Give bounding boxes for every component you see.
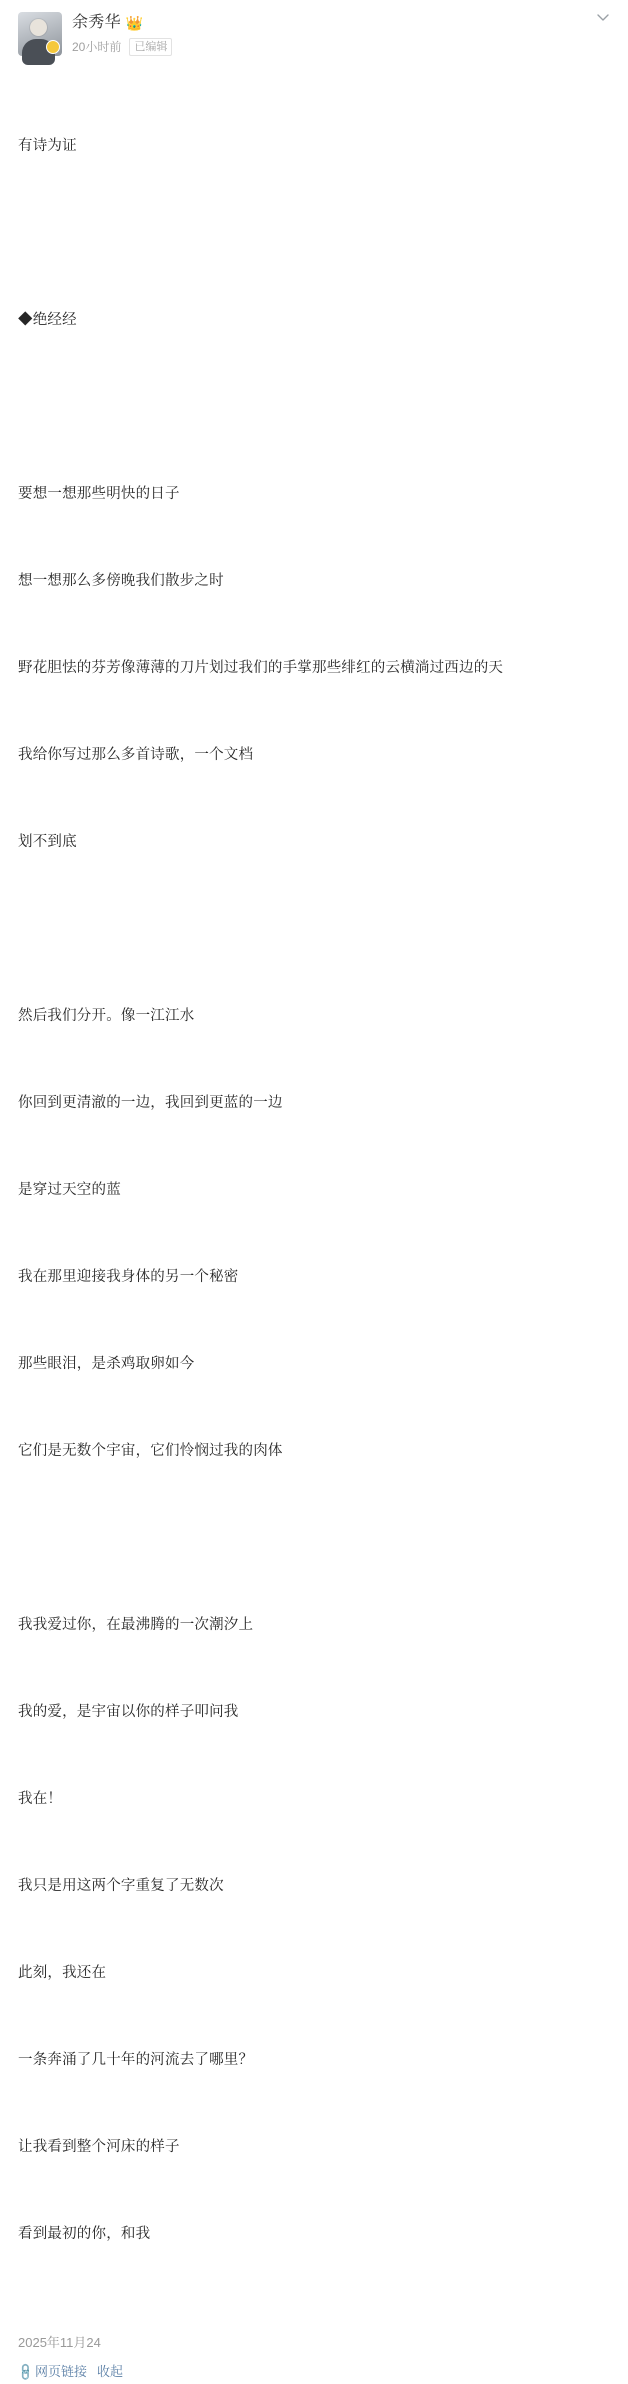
- content-line: 看到最初的你，和我: [18, 2226, 151, 2242]
- web-link-button[interactable]: 网页链接: [34, 2364, 87, 2379]
- content-spacer: [18, 393, 610, 422]
- content-line: 有诗为证: [18, 138, 77, 154]
- content-line: 你回到更清澈的一边，我回到更蓝的一边: [18, 1095, 283, 1111]
- content-spacer: [18, 219, 610, 248]
- content-line: 想一想那么多傍晚我们散步之时: [18, 573, 224, 589]
- collapse-button[interactable]: 收起: [96, 2364, 123, 2379]
- content-spacer: [18, 915, 610, 944]
- post-actions: [15, 2361, 610, 2383]
- author-info: [72, 12, 610, 56]
- edited-badge: 已编辑: [129, 38, 172, 56]
- content-line: 我在！: [18, 1791, 63, 1807]
- content-line: 野花胆怯的芬芳像薄薄的刀片划过我们的手掌那些绯红的云横淌过西边的天: [18, 660, 504, 676]
- post-header: [18, 10, 610, 56]
- content-line: 我在那里迎接我身体的另一个秘密: [18, 1269, 239, 1285]
- content-line: 是穿过天空的蓝: [18, 1182, 121, 1198]
- post-time: 20小时前: [72, 40, 122, 54]
- content-line: 我只是用这两个字重复了无数次: [18, 1878, 224, 1894]
- paperclip-icon: 🔗: [15, 2361, 36, 2383]
- chevron-down-icon[interactable]: [594, 8, 612, 26]
- content-line: 它们是无数个宇宙，它们怜悯过我的肉体: [18, 1443, 283, 1459]
- content-line: 此刻，我还在: [18, 1965, 107, 1981]
- content-line: 我给你写过那么多首诗歌，一个文档: [18, 747, 254, 763]
- content-line: 我的爱，是宇宙以你的样子叩问我: [18, 1704, 239, 1720]
- content-line: 然后我们分开。像一江江水: [18, 1008, 195, 1024]
- content-line: 划不到底: [18, 834, 77, 850]
- content-line: 要想一想那些明快的日子: [18, 486, 180, 502]
- content-line: 一条奔涌了几十年的河流去了哪里？: [18, 2052, 254, 2068]
- content-line: ◆绝经经: [18, 312, 77, 328]
- author-name[interactable]: 余秀华: [72, 14, 121, 31]
- post-footer: [15, 2333, 610, 2383]
- post-content: [18, 74, 610, 2307]
- post-date: 2025年11月24: [18, 2335, 101, 2350]
- avatar-badge-icon: [46, 40, 60, 54]
- content-line: 那些眼泪，是杀鸡取卵如今: [18, 1356, 195, 1372]
- avatar[interactable]: [18, 12, 62, 56]
- content-line: 让我看到整个河床的样子: [18, 2139, 180, 2155]
- post-meta: [72, 38, 610, 56]
- author-name-row: [72, 13, 610, 33]
- content-line: 我我爱过你，在最沸腾的一次潮汐上: [18, 1617, 254, 1633]
- crown-icon: 👑: [125, 15, 144, 31]
- content-spacer: [18, 1524, 610, 1553]
